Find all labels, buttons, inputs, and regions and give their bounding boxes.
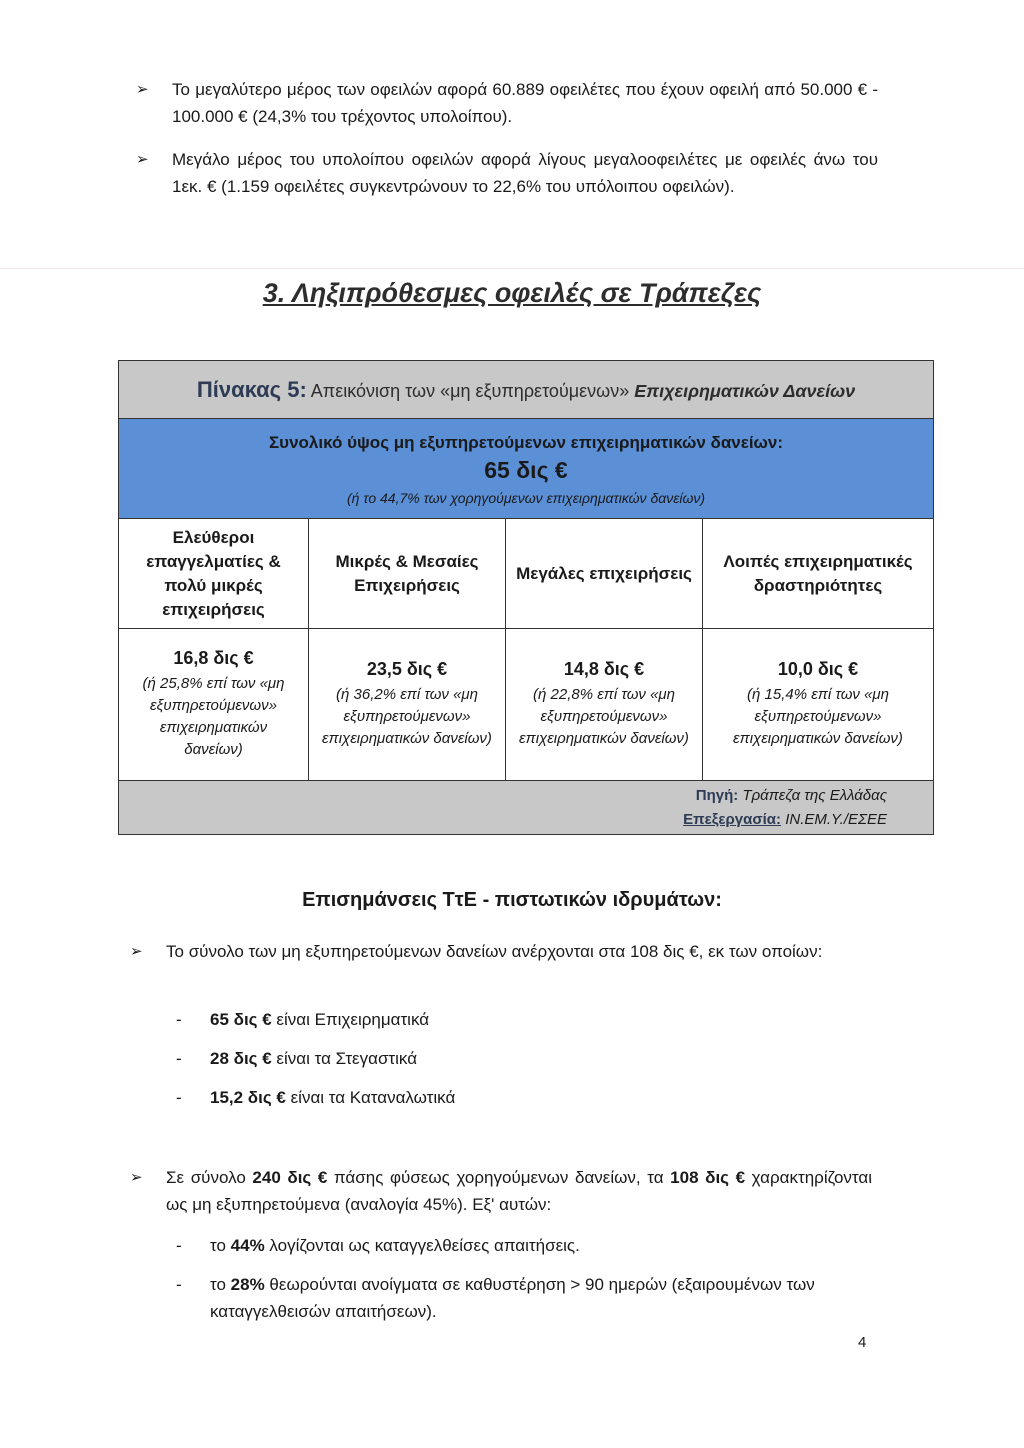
list-item-bold: 28 δις € — [210, 1049, 272, 1068]
table-title — [119, 361, 933, 419]
total-label: Συνολικό ύψος μη εξυπηρετούμενων επιχειρηματικών δανείων: — [268, 433, 784, 452]
npl-breakdown-list — [176, 1232, 876, 1337]
table-source — [119, 781, 933, 834]
section-title: 3. Ληξιπρόθεσμες οφειλές σε Τράπεζες — [262, 278, 762, 308]
remarks-heading: Επισημάνσεις ΤτΕ - πιστωτικών ιδρυμάτων: — [302, 889, 722, 911]
list-item-prefix: το — [210, 1275, 231, 1294]
bullet-bold-part: 108 δις € — [670, 1168, 746, 1187]
bullet-paragraph — [130, 938, 886, 965]
bullet-text-part: πάσης φύσεως χορηγούμενων δανείων, τα — [327, 1168, 671, 1187]
cell-note: (ή 25,8% επί των «μη εξυπηρετούμενων» επιχειρηματικών δανείων) — [142, 675, 285, 758]
column-header: Μικρές & Μεσαίες Επιχειρήσεις — [309, 519, 506, 628]
list-item-text: θεωρούνται ανοίγματα σε καθυστέρηση > 90 ημερών (εξαιρουμένων των καταγγελθεισών απαιτήσεων). — [210, 1275, 815, 1321]
cell-amount: 10,0 δις € — [777, 659, 859, 679]
processing-label: Επεξεργασία: — [683, 811, 782, 828]
arrow-bullet-icon: ➢ — [136, 81, 149, 98]
cell-amount: 16,8 δις € — [173, 648, 254, 668]
processing-value: IN.EM.Y./ΕΣΕΕ — [785, 811, 887, 828]
list-item — [176, 1232, 876, 1259]
list-item-bold: 28% — [230, 1275, 265, 1294]
table-label: Πίνακας 5: — [196, 377, 307, 402]
list-item-text: είναι Επιχειρηματικά — [271, 1010, 430, 1029]
arrow-bullet-icon: ➢ — [130, 943, 143, 960]
loan-breakdown-list — [176, 1006, 455, 1123]
list-item-bold: 65 δις € — [210, 1010, 272, 1029]
cell-amount: 23,5 δις € — [366, 659, 448, 679]
list-item — [176, 1084, 455, 1111]
page-number: 4 — [858, 1334, 867, 1351]
bullet-text-part: Σε σύνολο — [166, 1168, 253, 1187]
bullet-text: Μεγάλο μέρος του υπολοίπου οφειλών αφορά λίγους μεγαλοοφειλέτες με οφειλές άνω του 1εκ. € (1.159 οφειλέτες συγκεντρώνουν το 22,6% του υπόλοιπου οφειλών). — [172, 150, 878, 196]
table-row — [119, 629, 933, 781]
divider — [0, 268, 1024, 269]
source-value: Τράπεζα της Ελλάδας — [742, 787, 887, 804]
cell-note: (ή 15,4% επί των «μη εξυπηρετούμενων» επιχειρηματικών δανείων) — [733, 686, 903, 747]
table-title-text: Απεικόνιση των «μη εξυπηρετούμενων» — [310, 381, 630, 401]
cell-note: (ή 36,2% επί των «μη εξυπηρετούμενων» επιχειρηματικών δανείων) — [322, 686, 492, 747]
dash-bullet: - — [176, 1088, 182, 1107]
total-value: 65 δις € — [484, 457, 568, 483]
table-cell — [309, 629, 506, 780]
cell-amount: 14,8 δις € — [563, 659, 645, 679]
list-item-text: λογίζονται ως καταγγελθείσες απαιτήσεις. — [264, 1236, 580, 1255]
bullet-text-part: χαρακτηρίζονται ως μη εξυπηρετούμενα (αναλογία 45%). Εξ' αυτών: — [166, 1168, 872, 1214]
bullet-text: Το μεγαλύτερο μέρος των οφειλών αφορά 60.889 οφειλέτες που έχουν οφειλή από 50.000 € - 100.000 € (24,3% του τρέχοντος υπολοίπου). — [172, 80, 878, 126]
total-note: (ή το 44,7% των χορηγούμενων επιχειρηματικών δανείων) — [346, 490, 706, 506]
list-item — [176, 1271, 876, 1325]
loans-table — [118, 360, 934, 835]
arrow-bullet-icon: ➢ — [136, 151, 149, 168]
processing-line — [119, 808, 887, 832]
bullet-paragraph — [136, 146, 878, 200]
bullet-bold-part: 240 δις € — [252, 1168, 328, 1187]
column-header: Λοιπές επιχειρηματικές δραστηριότητες — [723, 551, 913, 595]
column-header: Ελεύθεροι επαγγελματίες & πολύ μικρές επιχειρήσεις — [119, 519, 309, 628]
list-item-bold: 15,2 δις € — [210, 1088, 286, 1107]
list-item-prefix: το — [210, 1236, 231, 1255]
arrow-bullet-icon: ➢ — [130, 1169, 143, 1186]
bullet-paragraph — [136, 76, 878, 130]
table-cell — [506, 629, 703, 780]
table-total-banner — [119, 419, 933, 519]
bullet-paragraph — [130, 1164, 872, 1218]
source-line — [119, 784, 887, 808]
list-item — [176, 1045, 455, 1072]
table-cell — [703, 629, 933, 780]
list-item-text: είναι τα Καταναλωτικά — [285, 1088, 456, 1107]
column-header: Μεγάλες επιχειρήσεις — [506, 519, 703, 628]
cell-note: (ή 22,8% επί των «μη εξυπηρετούμενων» επιχειρηματικών δανείων) — [519, 686, 689, 747]
list-item-bold: 44% — [230, 1236, 265, 1255]
dash-bullet: - — [176, 1236, 182, 1255]
table-title-emphasis: Επιχειρηματικών Δανείων — [634, 381, 856, 401]
list-item-text: είναι τα Στεγαστικά — [271, 1049, 418, 1068]
source-label: Πηγή: — [695, 787, 739, 804]
dash-bullet: - — [176, 1010, 182, 1029]
table-cell — [119, 629, 309, 780]
table-header-row — [119, 519, 933, 629]
dash-bullet: - — [176, 1049, 182, 1068]
list-item — [176, 1006, 455, 1033]
dash-bullet: - — [176, 1275, 182, 1294]
bullet-text: Το σύνολο των μη εξυπηρετούμενων δανείων ανέρχονται στα 108 δις €, εκ των οποίων: — [166, 942, 823, 961]
